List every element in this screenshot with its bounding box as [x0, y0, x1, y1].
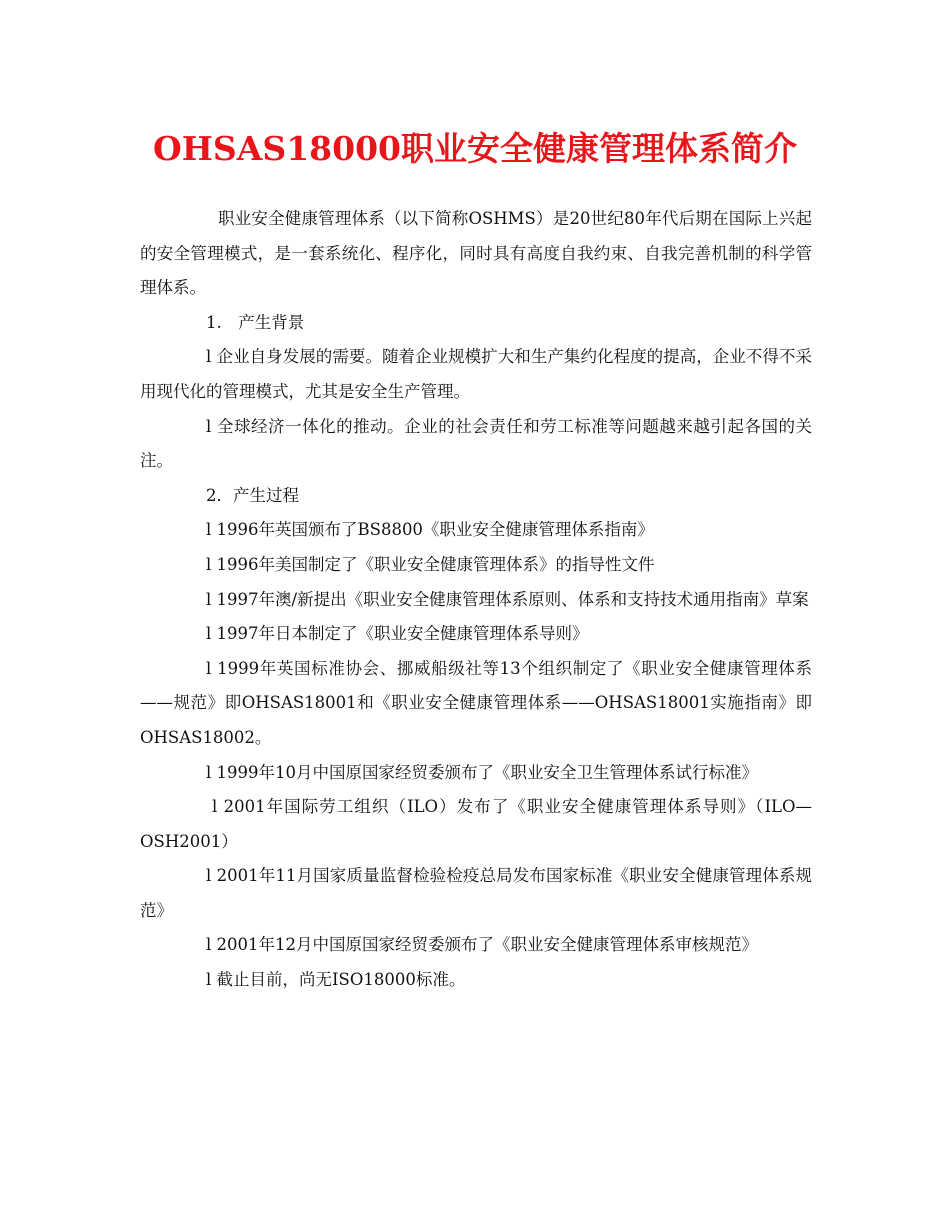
list-item: l 2001年11月国家质量监督检验检疫总局发布国家标准《职业安全健康管理体系规范》	[140, 866, 812, 920]
list-item: l 企业自身发展的需要。随着企业规模扩大和生产集约化程度的提高，企业不得不采用现代化的管理模式，尤其是安全生产管理。	[140, 347, 812, 401]
section-heading-process: 2．产生过程	[206, 485, 299, 505]
intro-paragraph: 职业安全健康管理体系（以下简称OSHMS）是20世纪80年代后期在国际上兴起的安全管理模式，是一套系统化、程序化，同时具有高度自我约束、自我完善机制的科学管理体系。	[140, 209, 812, 298]
list-item: l 1997年澳/新提出《职业安全健康管理体系原则、体系和支持技术通用指南》草案	[206, 589, 809, 609]
list-item: l 1997年日本制定了《职业安全健康管理体系导则》	[206, 624, 589, 644]
list-item: l 全球经济一体化的推动。企业的社会责任和劳工标准等问题越来越引起各国的关注。	[140, 416, 812, 471]
list-item: l 1996年美国制定了《职业安全健康管理体系》的指导性文件	[206, 554, 655, 574]
section-heading-background: 1. 产生背景	[206, 312, 305, 332]
list-item: l 截止目前，尚无ISO18000标准。	[206, 970, 466, 990]
list-item: l 2001年12月中国原国家经贸委颁布了《职业安全健康管理体系审核规范》	[206, 935, 759, 955]
list-item: l 1996年英国颁布了BS8800《职业安全健康管理体系指南》	[206, 520, 654, 540]
list-item: l 1999年10月中国原国家经贸委颁布了《职业安全卫生管理体系试行标准》	[206, 762, 759, 782]
document-title: OHSAS18000职业安全健康管理体系简介	[153, 129, 797, 168]
document-body	[140, 202, 812, 998]
list-item: l 2001年国际劳工组织（ILO）发布了《职业安全健康管理体系导则》（ILO—OSH2001）	[140, 797, 812, 851]
list-item: l 1999年英国标准协会、挪威船级社等13个组织制定了《职业安全健康管理体系——规范》即OHSAS18001和《职业安全健康管理体系——OHSAS18001实施指南》即OHSAS18002。	[140, 658, 812, 747]
